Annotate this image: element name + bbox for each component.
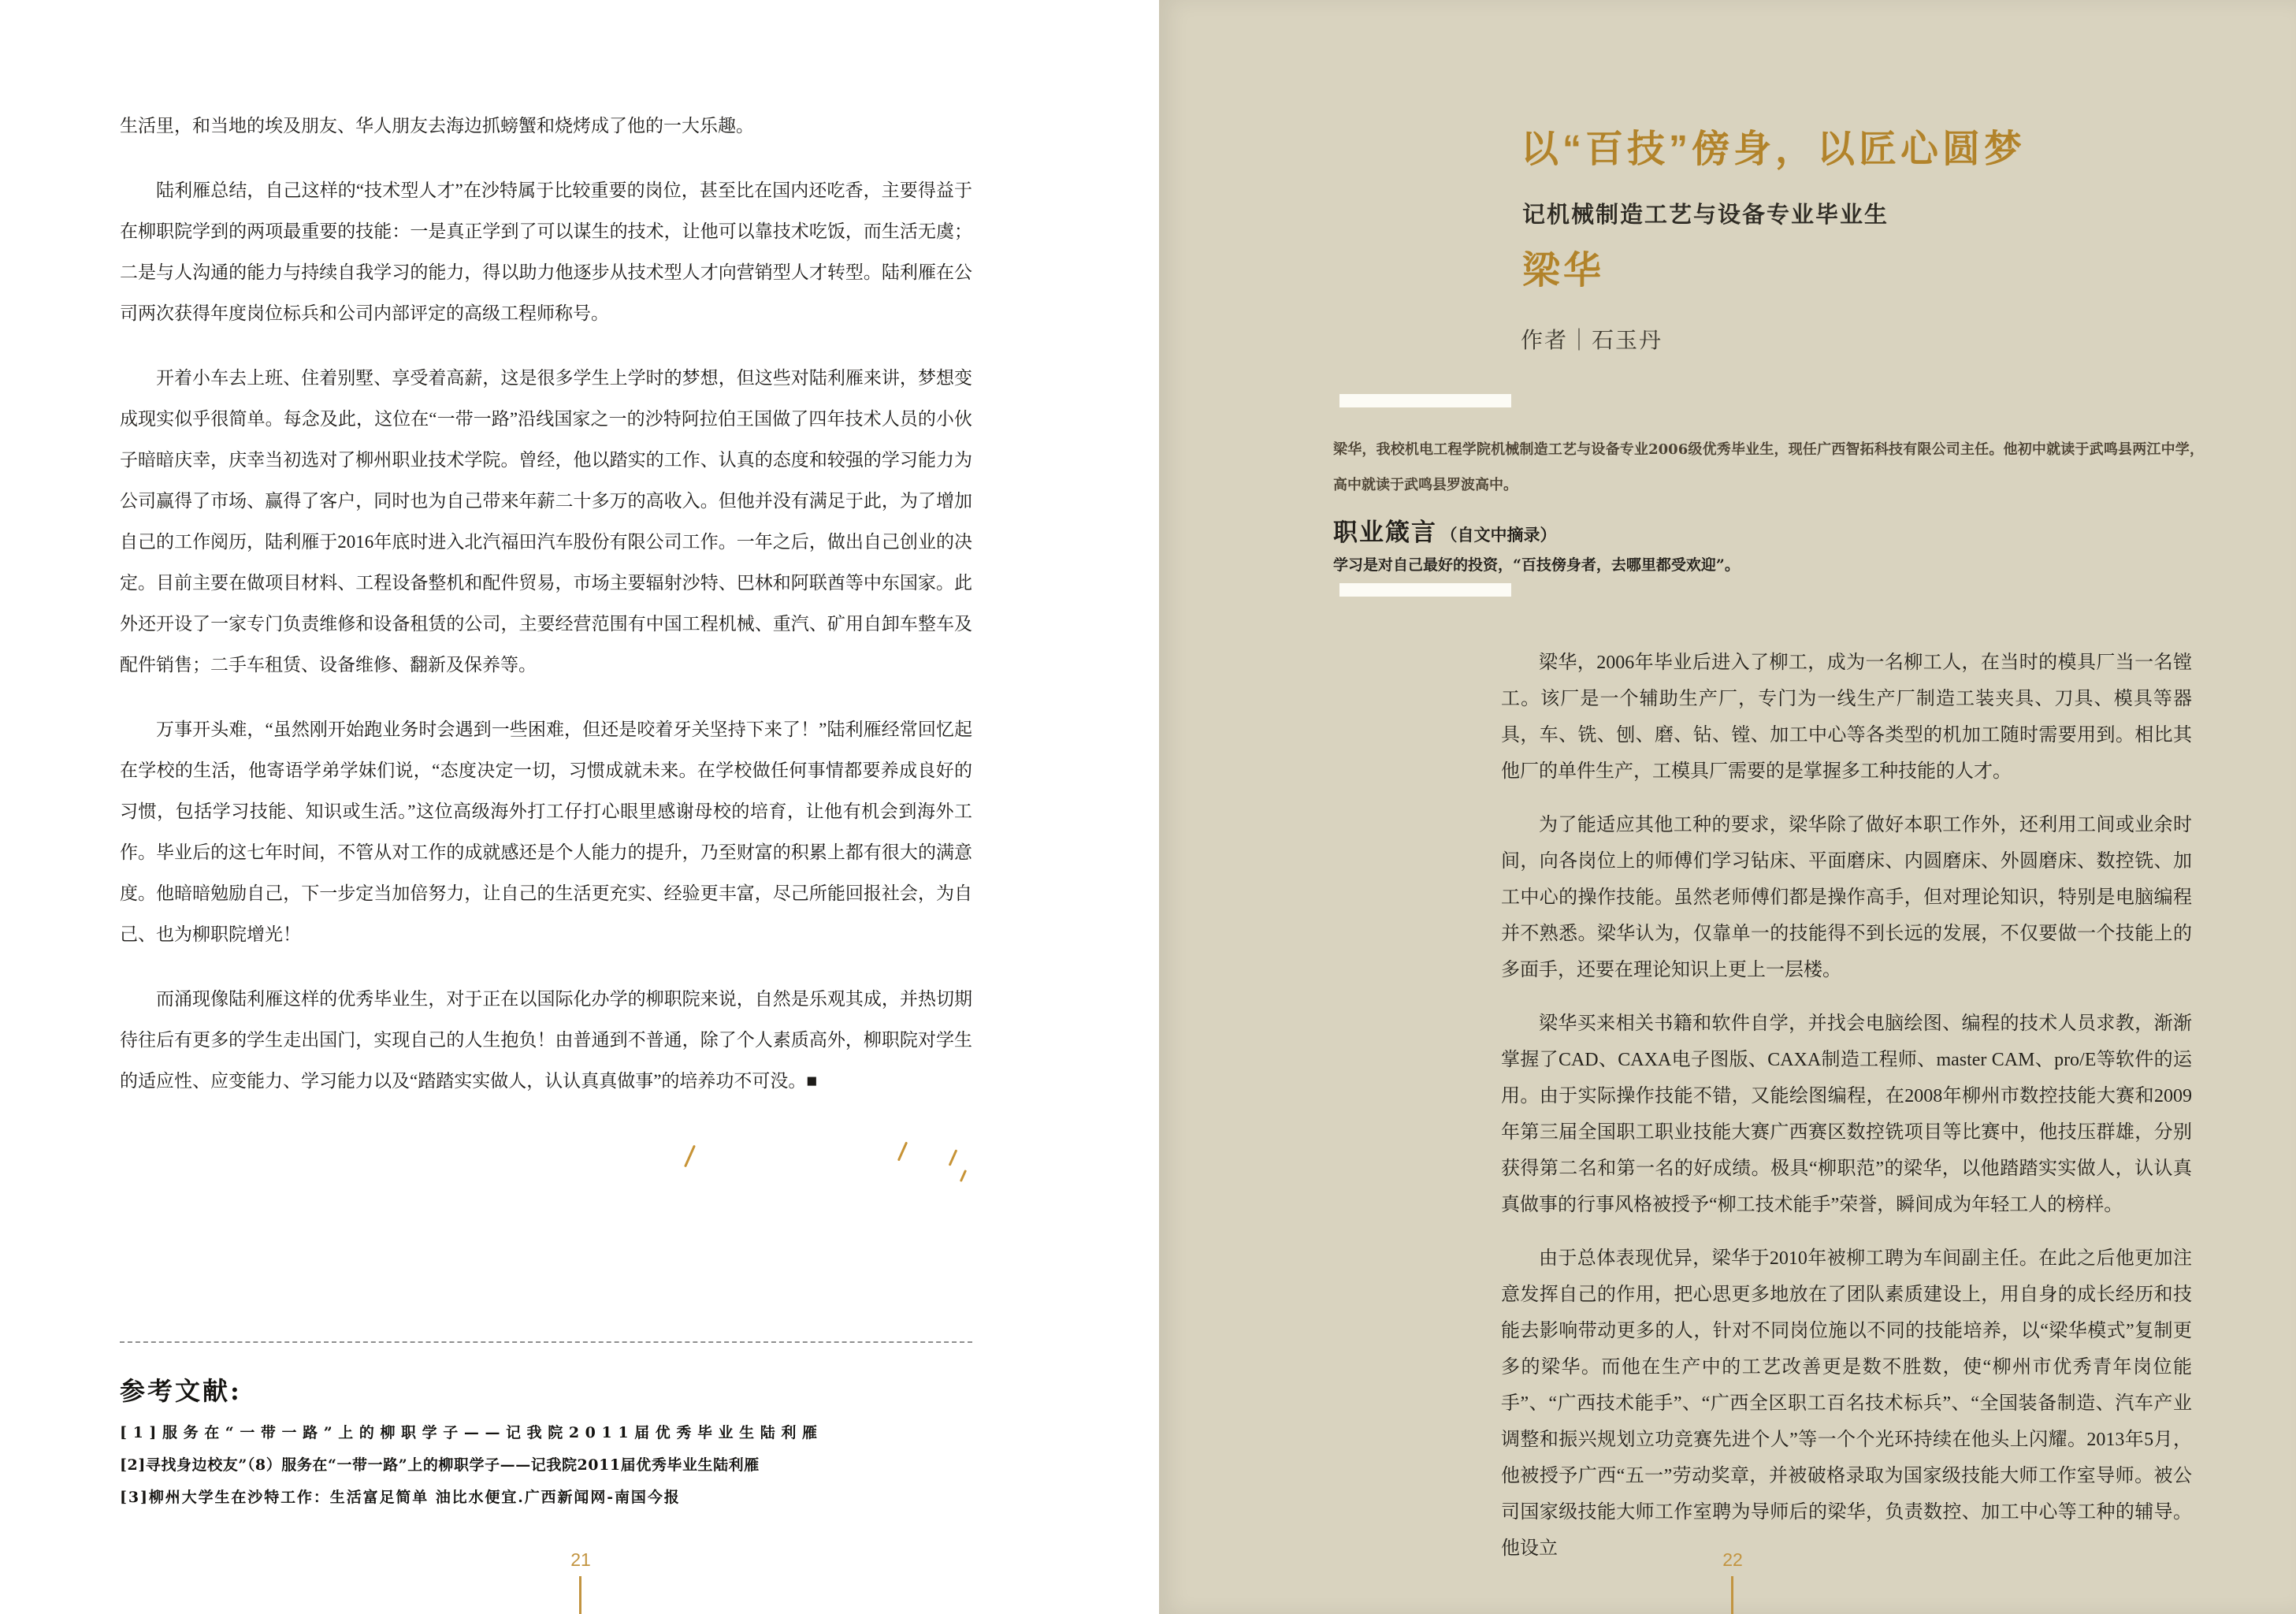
page-number-left: 21 xyxy=(570,1549,591,1570)
divider-bar xyxy=(1339,394,1511,407)
motto-note: （自文中摘录） xyxy=(1440,525,1557,545)
paragraph: 开着小车去上班、住着别墅、享受着高薪，这是很多学生上学时的梦想，但这些对陆利雁来讲，梦想变成现实似乎很简单。每念及此，这位在“一带一路”沿线国家之一的沙特阿拉伯王国做了四年技术人员的小伙子暗暗庆幸，庆幸当初选对了柳州职业技术学院。曾经，他以踏实的工作、认真的态度和较强的学习能力为公司赢得了市场、赢得了客户，同时也为自己带来年薪二十多万的高收入。但他并没有满足于此，为了增加自己的工作阅历，陆利雁于2016年底时进入北汽福田汽车股份有限公司工作。一年之后，做出自己创业的决定。目前主要在做项目材料、工程设备整机和配件贸易，市场主要辐射沙特、巴林和阿联酋等中东国家。此外还开设了一家专门负责维修和设备租赁的公司，主要经营范围有中国工程机械、重汽、矿用自卸车整车及配件销售；二手车租赁、设备维修、翻新及保养等。 xyxy=(120,368,972,675)
page-number-right: 22 xyxy=(1722,1549,1743,1570)
paragraph: 梁华买来相关书籍和软件自学，并找会电脑绘图、编程的技术人员求教，渐渐掌握了CAD、CAXA电子图版、CAXA制造工程师、master CAM、pro/E等软件的运用。由于实际操作技能不错，又能绘图编程，在2008年柳州市数控技能大赛和2009年第三届全国职工职业技能大赛广西赛区数控铣项目等比赛中，他技压群雄，分别获得第二名和第一名的好成绩。极具“柳职范”的梁华，以他踏踏实实做人，认认真真做事的行事风格被授予“柳工技术能手”荣誉，瞬间成为年轻工人的榜样。 xyxy=(1501,1013,2192,1215)
paragraph: 而涌现像陆利雁这样的优秀毕业生，对于正在以国际化办学的柳职院来说，自然是乐观其成，并热切期待往后有更多的学生走出国门，实现自己的人生抱负！由普通到不普通，除了个人素质高外，柳职院对学生的适应性、应变能力、学习能力以及“踏踏实实做人，认认真真做事”的培养功不可没。■ xyxy=(120,989,972,1091)
references-divider xyxy=(120,1341,972,1343)
divider-bar xyxy=(1339,583,1511,597)
motto-heading-row xyxy=(1333,512,1556,548)
author-byline: 作者｜石玉丹 xyxy=(1521,328,1663,352)
decorative-slash-icon xyxy=(897,1142,908,1162)
right-page-body xyxy=(1501,645,2192,1584)
left-page-body xyxy=(120,106,972,1125)
decorative-slash-icon xyxy=(684,1145,696,1168)
page-number-rule xyxy=(1731,1576,1733,1614)
paragraph: 生活里，和当地的埃及朋友、华人朋友去海边抓螃蟹和烧烤成了他的一大乐趣。 xyxy=(120,116,754,136)
references-list xyxy=(120,1417,1002,1514)
paragraph: 陆利雁总结，自己这样的“技术型人才”在沙特属于比较重要的岗位，甚至比在国内还吃香，主要得益于在柳职院学到的两项最重要的技能：一是真正学到了可以谋生的技术，让他可以靠技术吃饭，而生活无虞；二是与人沟通的能力与持续自我学习的能力，得以助力他逐步从技术型人才向营销型人才转型。陆利雁在公司两次获得年度岗位标兵和公司内部评定的高级工程师称号。 xyxy=(120,180,972,323)
reference-item: [3]柳州大学生在沙特工作：生活富足简单 油比水便宜.广西新闻网-南国今报 xyxy=(120,1489,681,1506)
decorative-slash-icon xyxy=(960,1170,967,1182)
paragraph: 万事开头难，“虽然刚开始跑业务时会遇到一些困难，但还是咬着牙关坚持下来了！”陆利雁经常回忆起在学校的生活，他寄语学弟学妹们说，“态度决定一切，习惯成就未来。在学校做任何事情都要养成良好的习惯，包括学习技能、知识或生活。”这位高级海外打工仔打心眼里感谢母校的培育，让他有机会到海外工作。毕业后的这七年时间，不管从对工作的成就感还是个人能力的提升，乃至财富的积累上都有很大的满意度。他暗暗勉励自己，下一步定当加倍努力，让自己的生活更充实、经验更丰富，尽己所能回报社会，为自己、也为柳职院增光！ xyxy=(120,720,972,944)
paragraph: 梁华，2006年毕业后进入了柳工，成为一名柳工人，在当时的模具厂当一名镗工。该厂是一个辅助生产厂，专门为一线生产厂制造工装夹具、刀具、模具等器具，车、铣、刨、磨、钻、镗、加工中心等各类型的机加工随时需要用到。相比其他厂的单件生产，工模具厂需要的是掌握多工种技能的人才。 xyxy=(1501,653,2192,782)
paragraph: 为了能适应其他工种的要求，梁华除了做好本职工作外，还利用工间或业余时间，向各岗位上的师傅们学习钻床、平面磨床、内圆磨床、外圆磨床、数控铣、加工中心的操作技能。虽然老师傅们都是操作高手，但对理论知识，特别是电脑编程并不熟悉。梁华认为，仅靠单一的技能得不到长远的发展，不仅要做一个技能上的多面手，还要在理论知识上更上一层楼。 xyxy=(1501,815,2192,980)
reference-item: [1]服务在“一带一路”上的柳职学子——记我院2011届优秀毕业生陆利雁 xyxy=(120,1424,823,1441)
references-heading: 参考文献: xyxy=(120,1376,242,1406)
graduate-intro: 梁华，我校机电工程学院机械制造工艺与设备专业2006级优秀毕业生，现任广西智拓科技有限公司主任。他初中就读于武鸣县两江中学，高中就读于武鸣县罗波高中。 xyxy=(1333,441,2204,493)
decorative-slash-icon xyxy=(949,1149,958,1166)
article-title: 以“百技”傍身，以匠心圆梦 xyxy=(1521,128,2027,170)
motto-text: 学习是对自己最好的投资，“百技傍身者，去哪里都受欢迎”。 xyxy=(1333,556,1740,574)
graduate-name: 梁华 xyxy=(1522,250,1605,292)
motto-heading: 职业箴言 xyxy=(1333,519,1437,546)
paragraph: 由于总体表现优异，梁华于2010年被柳工聘为车间副主任。在此之后他更加注意发挥自己的作用，把心思更多地放在了团队素质建设上，用自身的成长经历和技能去影响带动更多的人，针对不同岗位施以不同的技能培养，以“梁华模式”复制更多的梁华。而他在生产中的工艺改善更是数不胜数，使“柳州市优秀青年岗位能手”、“广西技术能手”、“广西全区职工百名技术标兵”、“全国装备制造、汽车产业调整和振兴规划立功竞赛先进个人”等一个个光环持续在他头上闪耀。2013年5月，他被授予广西“五一”劳动奖章，并被破格录取为国家级技能大师工作室导师。被公司国家级技能大师工作室聘为导师后的梁华，负责数控、加工中心等工种的辅导。他设立 xyxy=(1501,1248,2192,1559)
reference-item: [2]寻找身边校友”（8）服务在“一带一路”上的柳职学子——记我院2011届优秀毕业生陆利雁 xyxy=(120,1456,760,1474)
page-number-rule xyxy=(579,1576,581,1614)
article-subtitle: 记机械制造工艺与设备专业毕业生 xyxy=(1522,203,1889,228)
